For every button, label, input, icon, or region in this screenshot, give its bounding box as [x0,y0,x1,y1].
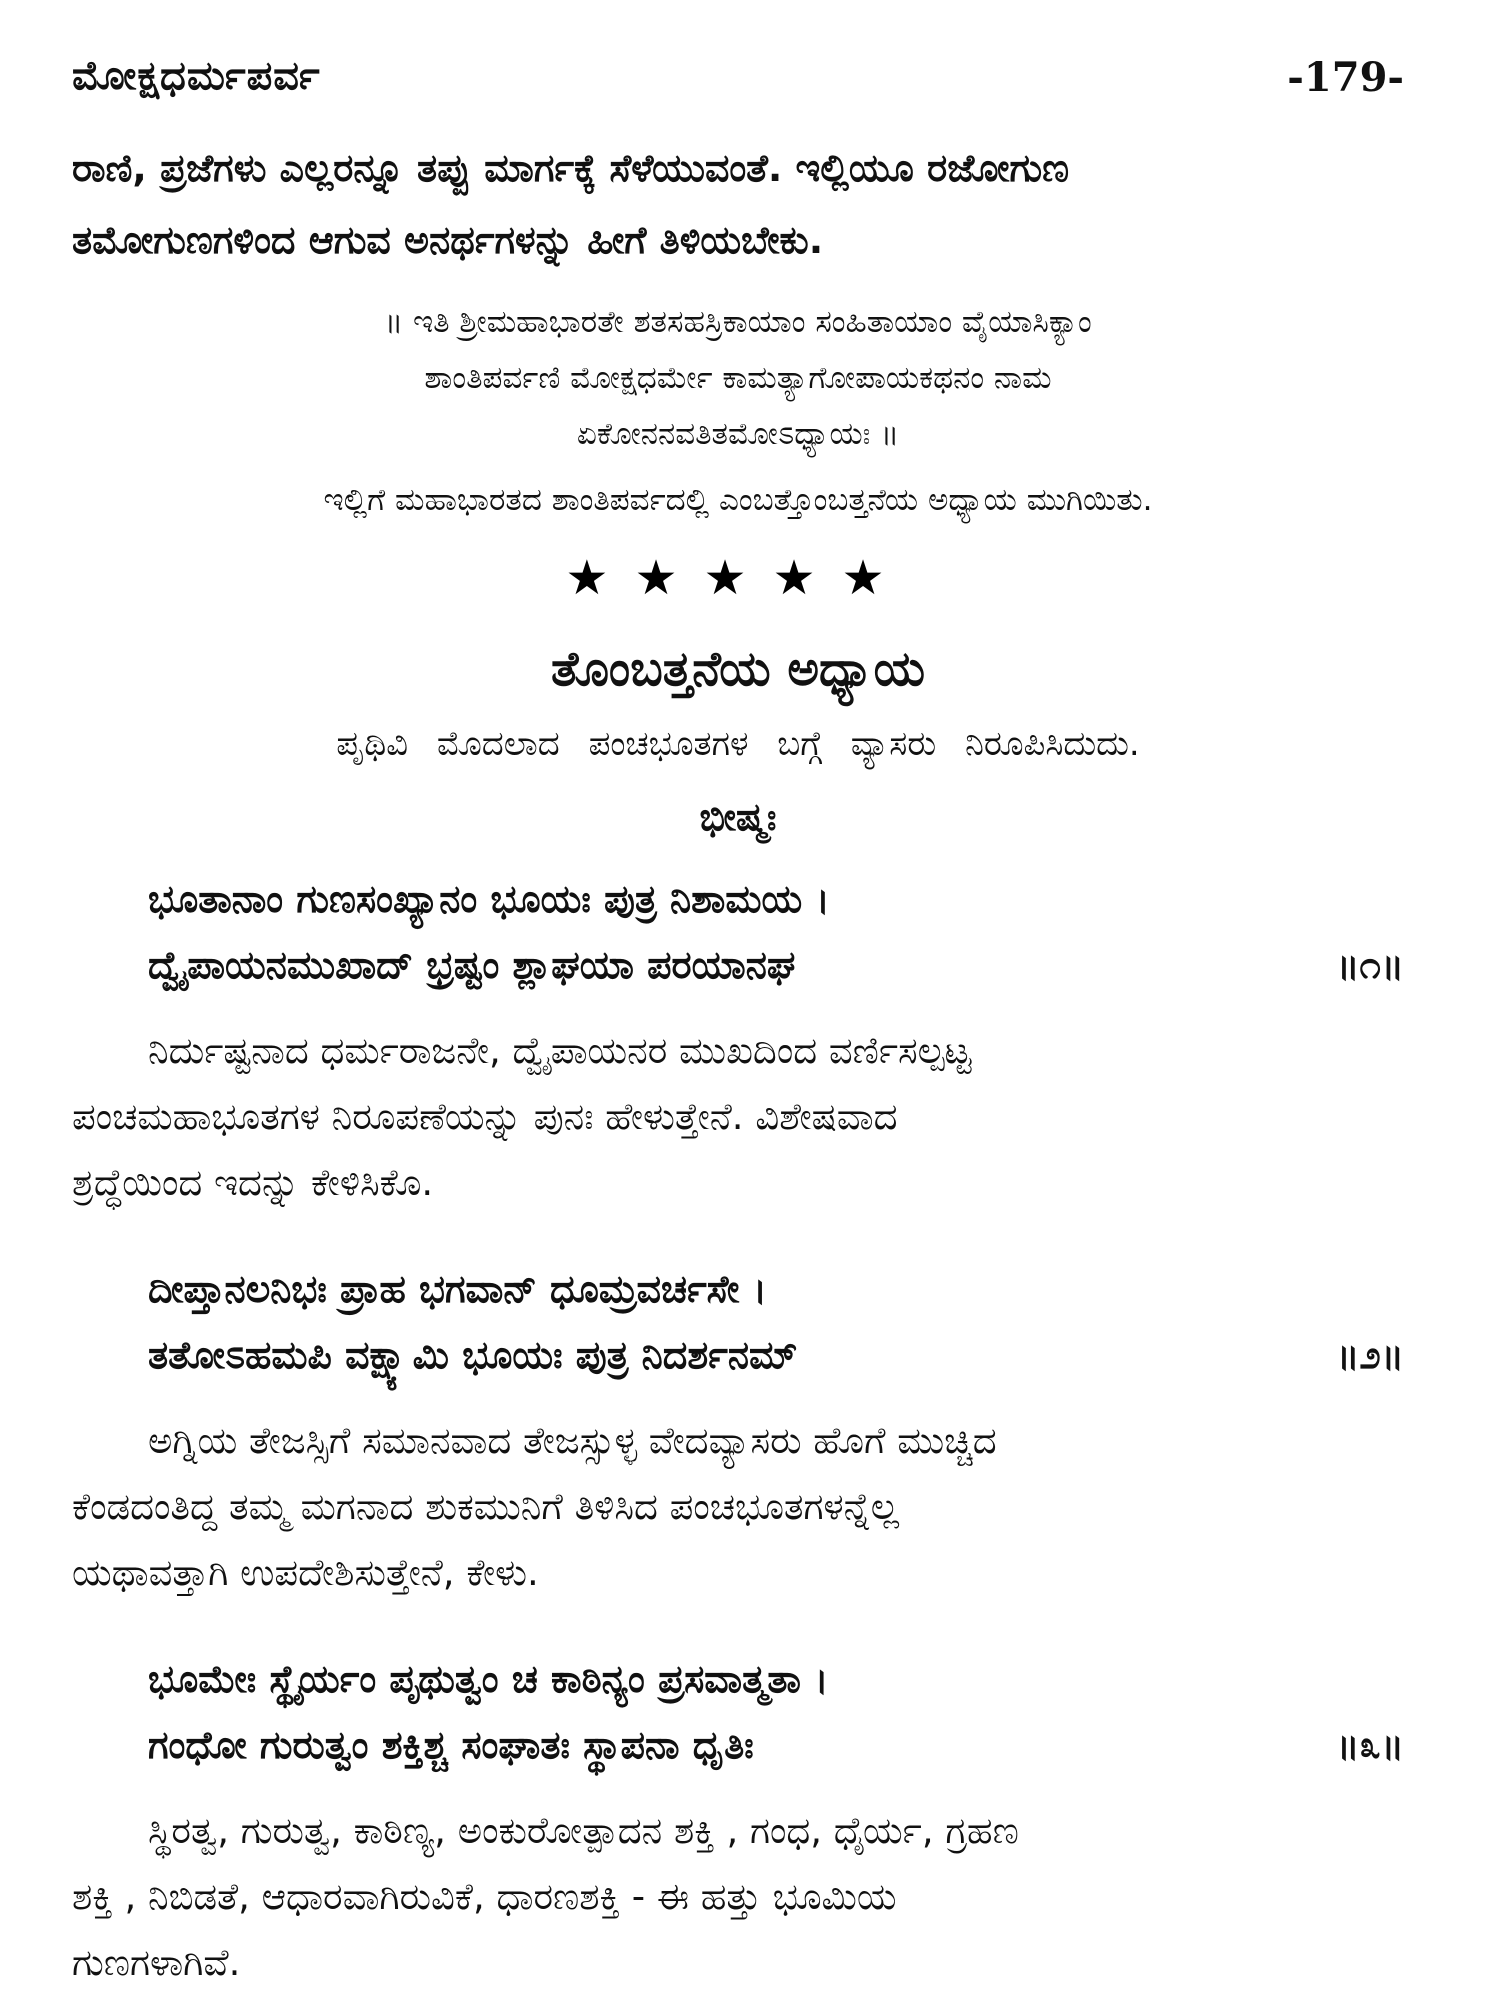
prose-line: ತಮೋಗುಣಗಳಿಂದ ಆಗುವ ಅನರ್ಥಗಳನ್ನು ಹೀಗೆ ತಿಳಿಯಬೇಕು. [72,218,824,262]
prose-line: ಶಕ್ತಿ , ನಿಬಿಡತೆ, ಆಧಾರವಾಗಿರುವಿಕೆ, ಧಾರಣಶಕ್ತಿ - ಈ ಹತ್ತು ಭೂಮಿಯ [72,1875,897,1918]
verse-number: ॥೧॥ [1336,943,1404,987]
translation-paragraph [72,1798,1404,1996]
verse-text: ಗಂಧೋ ಗುರುತ್ವಂ ಶಕ್ತಿಶ್ಚ ಸಂಘಾತಃ ಸ್ಥಾಪನಾ ಧೃತಿಃ [148,1723,754,1767]
verse-block [72,1256,1404,1388]
colophon-line: ಶಾಂತಿಪರ್ವಣಿ ಮೋಕ್ಷಧರ್ಮೇ ಕಾಮತ್ಯಾಗೋಪಾಯಕಥನಂ ನಾಮ [424,360,1052,396]
star-separator: ★★★★★ [565,550,911,606]
verse-text: ಭೂತಾನಾಂ ಗುಣಸಂಖ್ಯಾನಂ ಭೂಯಃ ಪುತ್ರ ನಿಶಾಮಯ । [148,877,830,921]
colophon-line: ಏಕೋನನವತಿತಮೋಽಧ್ಯಾಯಃ ॥ [576,416,900,452]
verse-text: ಭೂಮೇಃ ಸ್ಥೈರ್ಯಂ ಪೃಥುತ್ವಂ ಚ ಕಾಠಿನ್ಯಂ ಪ್ರಸವಾತ್ಮತಾ । [148,1657,829,1701]
verse-text: ದ್ವೈಪಾಯನಮುಖಾದ್ ಭ್ರಷ್ಟಂ ಶ್ಲಾಘಯಾ ಪರಯಾನಘ [148,943,796,987]
verse-line [148,1712,1404,1778]
prose-line: ಕೆಂಡದಂತಿದ್ದ ತಮ್ಮ ಮಗನಾದ ಶುಕಮುನಿಗೆ ತಿಳಿಸಿದ ಪಂಚಭೂತಗಳನ್ನೆಲ್ಲ [72,1485,900,1528]
prose-line: ಪಂಚಮಹಾಭೂತಗಳ ನಿರೂಪಣೆಯನ್ನು ಪುನಃ ಹೇಳುತ್ತೇನೆ. ವಿಶೇಷವಾದ [72,1095,898,1138]
prose-line: ಅಗ್ನಿಯ ತೇಜಸ್ಸಿಗೆ ಸಮಾನವಾದ ತೇಜಸ್ಸುಳ್ಳ ವೇದವ್ಯಾಸರು ಹೊಗೆ ಮುಚ್ಚಿದ [148,1419,997,1462]
chapter-colophon [72,294,1404,528]
speaker-name: ಭೀಷ್ಮಃ [699,795,777,839]
running-head: ಮೋಕ್ಷಧರ್ಮಪರ್ವ [72,53,321,99]
prose-line: ಸ್ಥಿರತ್ವ, ಗುರುತ್ವ, ಕಾಠಿಣ್ಯ, ಅಂಕುರೋತ್ಪಾದನ ಶಕ್ತಿ , ಗಂಧ, ಧೈರ್ಯ, ಗ್ರಹಣ [148,1809,1019,1852]
prose-line: ಶ್ರದ್ಧೆಯಿಂದ ಇದನ್ನು ಕೇಳಿಸಿಕೊ. [72,1161,434,1204]
verse-line [148,1322,1404,1388]
verse-line [148,1256,1404,1322]
colophon-line: ॥ ಇತಿ ಶ್ರೀಮಹಾಭಾರತೇ ಶತಸಹಸ್ರಿಕಾಯಾಂ ಸಂಹಿತಾಯಾಂ ವೈಯಾಸಿಕ್ಯಾಂ [384,304,1092,340]
spacer [72,1606,1404,1630]
prose-line: ನಿರ್ದುಷ್ಟನಾದ ಧರ್ಮರಾಜನೇ, ದ್ವೈಪಾಯನರ ಮುಖದಿಂದ ವರ್ಣಿಸಲ್ಪಟ್ಟ [148,1029,972,1072]
prose-line: ಯಥಾವತ್ತಾಗಿ ಉಪದೇಶಿಸುತ್ತೇನೆ, ಕೇಳು. [72,1551,539,1594]
translation-paragraph [72,1018,1404,1216]
opening-paragraph [72,132,1404,276]
verse-text: ದೀಪ್ತಾನಲನಿಭಃ ಪ್ರಾಹ ಭಗವಾನ್ ಧೂಮ್ರವರ್ಚಸೇ । [148,1267,767,1311]
verse-block [72,1646,1404,1778]
verse-number: ॥೨॥ [1336,1333,1404,1377]
colophon-closing: ಇಲ್ಲಿಗೆ ಮಹಾಭಾರತದ ಶಾಂತಿಪರ್ವದಲ್ಲಿ ಎಂಬತ್ತೊಂಬತ್ತನೆಯ ಅಧ್ಯಾಯ ಮುಗಿಯಿತು. [323,482,1153,518]
translation-paragraph [72,1408,1404,1606]
page-number: -179- [1287,54,1404,101]
prose-line: ಗುಣಗಳಾಗಿವೆ. [72,1941,241,1984]
verse-line [148,866,1404,932]
verse-number: ॥೩॥ [1336,1723,1404,1767]
verse-block [72,866,1404,998]
spacer [72,1216,1404,1240]
chapter-summary: ಪೃಥಿವಿ ಮೊದಲಾದ ಪಂಚಭೂತಗಳ ಬಗ್ಗೆ ವ್ಯಾಸರು ನಿರೂಪಿಸಿದುದು. [336,724,1140,764]
prose-line: ರಾಣಿ, ಪ್ರಜೆಗಳು ಎಲ್ಲರನ್ನೂ ತಪ್ಪು ಮಾರ್ಗಕ್ಕೆ ಸೆಳೆಯುವಂತೆ. ಇಲ್ಲಿಯೂ ರಜೋಗುಣ [72,146,1070,190]
verse-line [148,1646,1404,1712]
verse-line [148,932,1404,998]
chapter-title: ತೊಂಬತ್ತನೆಯ ಅಧ್ಯಾಯ [550,641,926,697]
verse-text: ತತೋಽಹಮಪಿ ವಕ್ಷ್ಯಾಮಿ ಭೂಯಃ ಪುತ್ರ ನಿದರ್ಶನಮ್ [148,1333,798,1377]
page-header [72,52,1404,132]
